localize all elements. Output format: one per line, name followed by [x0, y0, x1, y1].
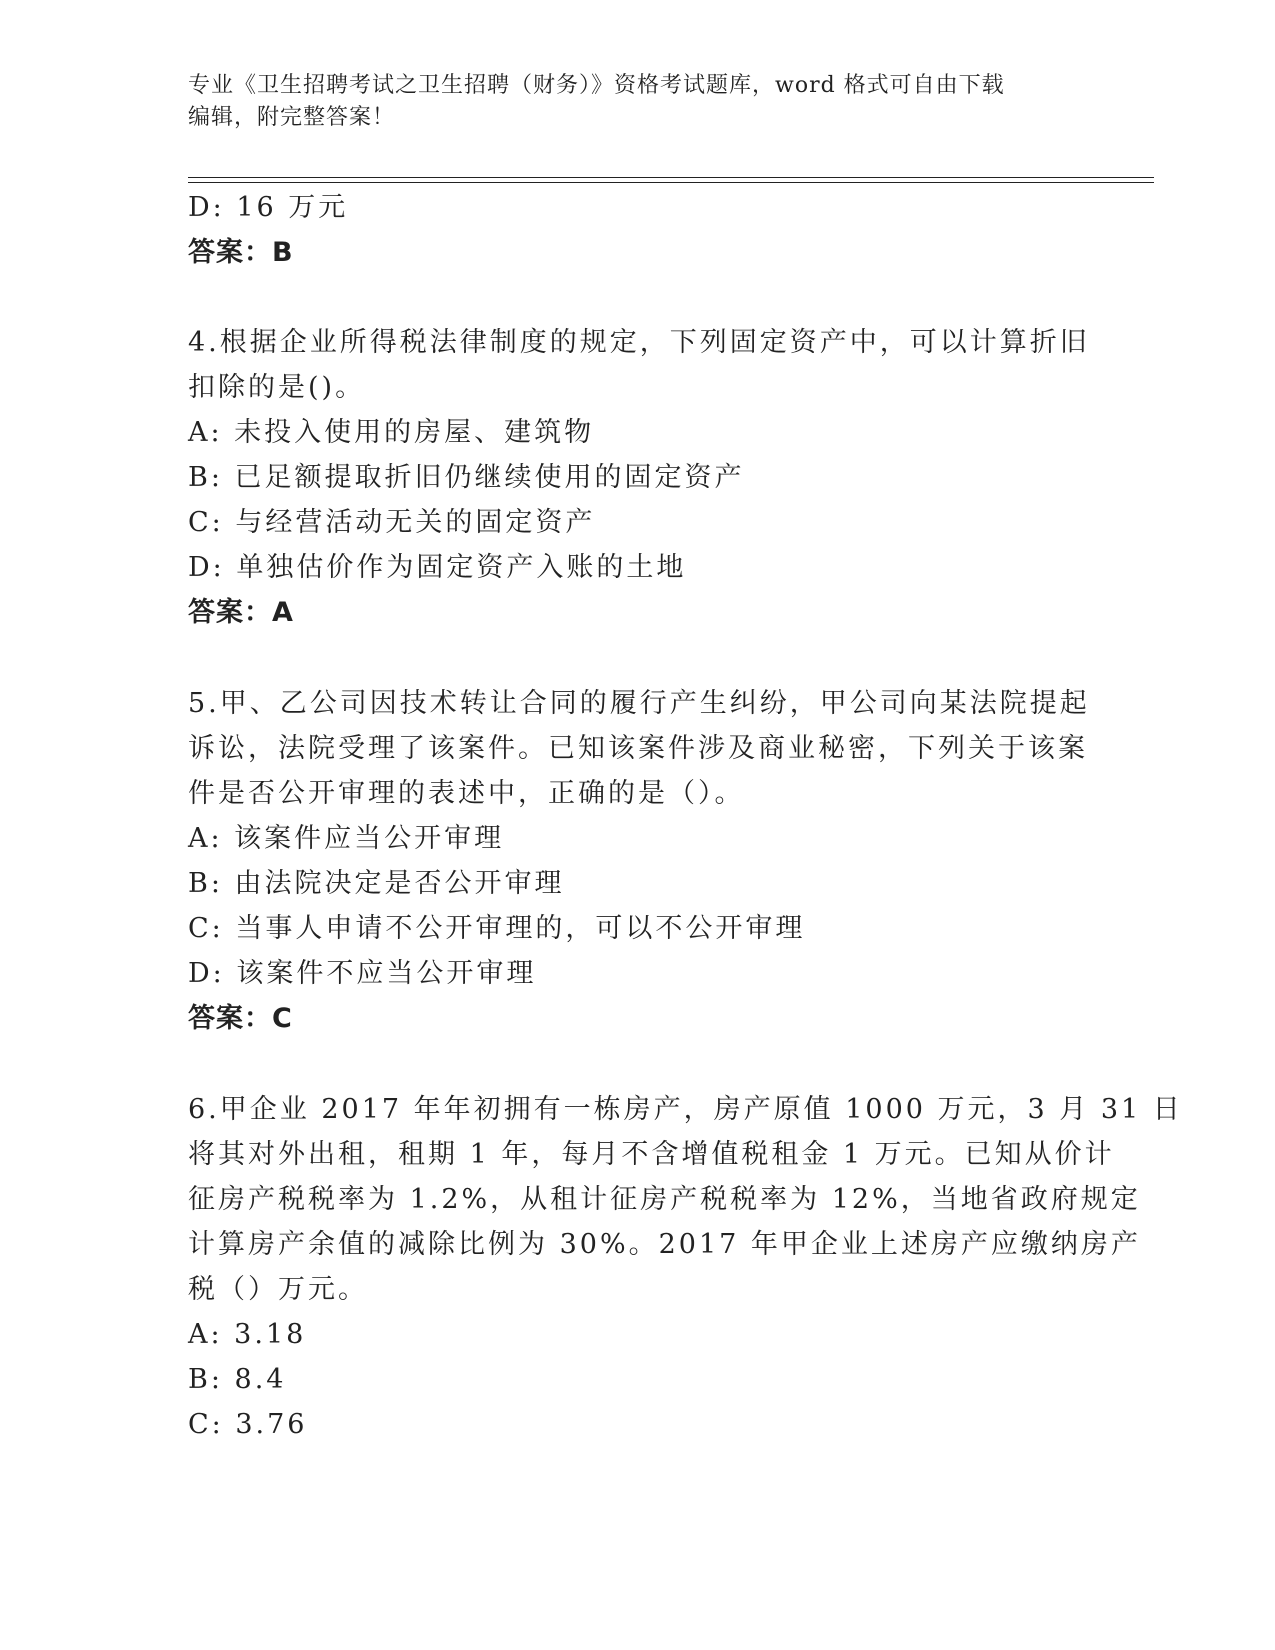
- q4-answer: 答案：A: [188, 597, 294, 628]
- q6-option-c: C: 3.76: [188, 1409, 308, 1440]
- q5-option-d: D: 该案件不应当公开审理: [188, 958, 537, 989]
- q4-option-b: B: 已足额提取折旧仍继续使用的固定资产: [188, 462, 745, 493]
- q4-stem-line-2: 扣除的是()。: [188, 372, 366, 403]
- q6-stem-line-2: 将其对外出租，租期 1 年，每月不含增值税租金 1 万元。已知从价计: [188, 1139, 1115, 1170]
- q6-option-a: A: 3.18: [188, 1319, 307, 1350]
- q5-stem-line-1: 5.甲、乙公司因技术转让合同的履行产生纠纷，甲公司向某法院提起: [188, 688, 1090, 719]
- header-line-1: 专业《卫生招聘考试之卫生招聘（财务）》资格考试题库，word 格式可自由下载: [188, 73, 1005, 98]
- header-line-2: 编辑，附完整答案！: [188, 105, 396, 130]
- header-divider-top: [188, 177, 1154, 178]
- q4-option-a: A: 未投入使用的房屋、建筑物: [188, 417, 595, 448]
- q4-stem-line-1: 4.根据企业所得税法律制度的规定，下列固定资产中，可以计算折旧: [188, 327, 1090, 358]
- q5-answer: 答案：C: [188, 1003, 293, 1034]
- q5-option-a: A: 该案件应当公开审理: [188, 823, 505, 854]
- prev-answer: 答案：B: [188, 237, 294, 268]
- q6-stem-line-1: 6.甲企业 2017 年年初拥有一栋房产，房产原值 1000 万元，3 月 31 日: [188, 1094, 1183, 1125]
- q5-stem-line-2: 诉讼，法院受理了该案件。已知该案件涉及商业秘密，下列关于该案: [188, 733, 1088, 764]
- q5-option-c: C: 当事人申请不公开审理的，可以不公开审理: [188, 913, 806, 944]
- q6-stem-line-3: 征房产税税率为 1.2%，从租计征房产税税率为 12%，当地省政府规定: [188, 1184, 1141, 1215]
- q6-stem-line-4: 计算房产余值的减除比例为 30%。2017 年甲企业上述房产应缴纳房产: [188, 1229, 1141, 1260]
- prev-option-d: D: 16 万元: [188, 192, 349, 223]
- q5-option-b: B: 由法院决定是否公开审理: [188, 868, 565, 899]
- q4-option-d: D: 单独估价作为固定资产入账的土地: [188, 552, 687, 583]
- header-divider-bottom: [188, 182, 1154, 183]
- document-header: [188, 70, 1088, 134]
- q5-stem-line-3: 件是否公开审理的表述中，正确的是（）。: [188, 778, 745, 809]
- q6-option-b: B: 8.4: [188, 1364, 287, 1395]
- q4-option-c: C: 与经营活动无关的固定资产: [188, 507, 596, 538]
- q6-stem-line-5: 税（）万元。: [188, 1274, 368, 1305]
